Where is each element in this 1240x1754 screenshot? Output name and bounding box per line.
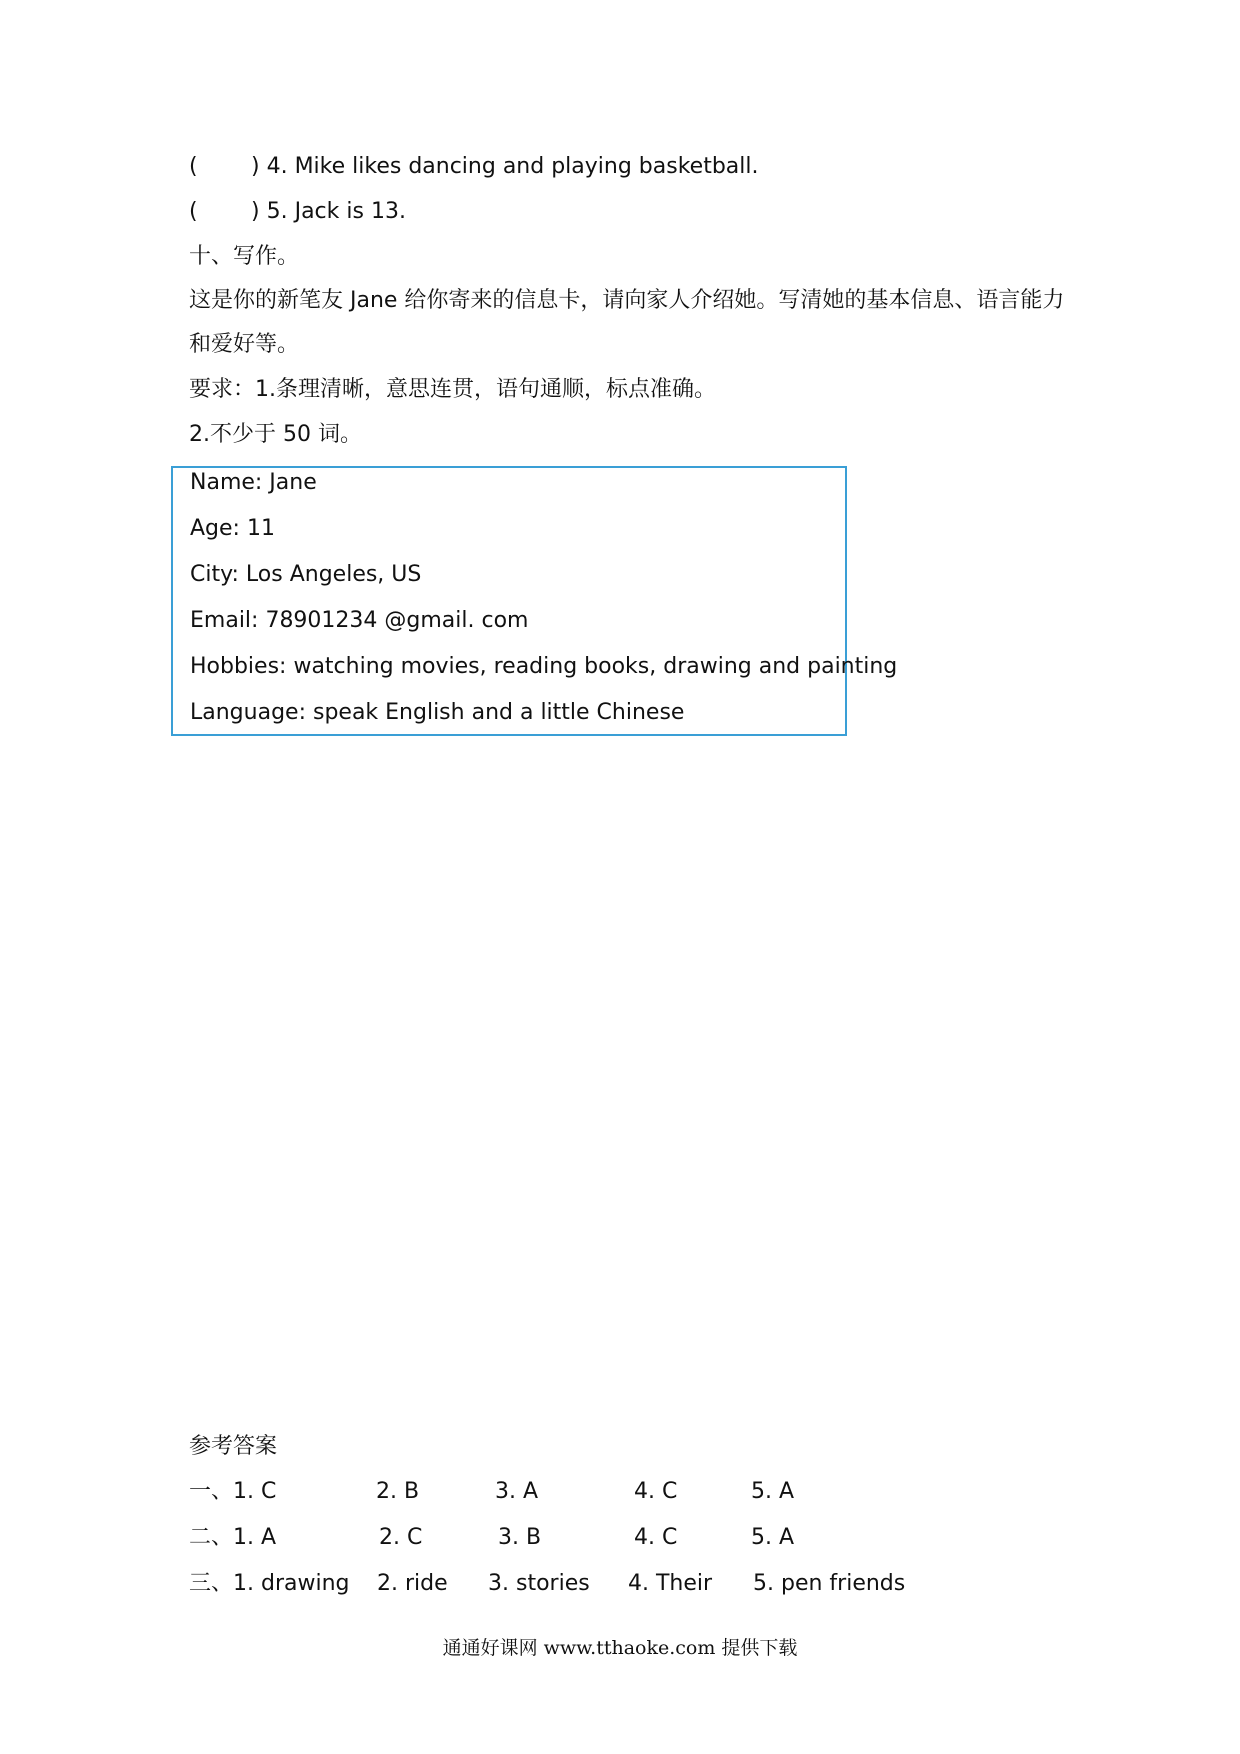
section-ten-instruction-line2: 和爱好等。 [189, 332, 300, 357]
answer-item: 4. Their [628, 1571, 713, 1596]
section-ten-requirement-line2: 2.不少于 50 词。 [189, 422, 362, 447]
answer-row-label: 二、 [189, 1525, 234, 1550]
footer-credit: 通通好课网 www.tthaoke.com 提供下载 [442, 1637, 798, 1659]
card-name: Name: Jane [190, 470, 317, 495]
paren-close: ) [251, 154, 260, 179]
answer-item: 4. C [634, 1479, 678, 1504]
answer-item: 5. A [751, 1479, 795, 1504]
answer-item: 3. B [498, 1525, 542, 1550]
answer-item: 4. C [634, 1525, 678, 1550]
judgment-item-text: 5. Jack is 13. [266, 199, 406, 224]
answer-item: 3. stories [488, 1571, 590, 1596]
judgment-item-4 [189, 152, 759, 182]
section-ten-requirement-line1: 要求：1.条理清晰，意思连贯，语句通顺，标点准确。 [189, 377, 716, 402]
card-email: Email: 78901234 @gmail. com [190, 608, 529, 633]
card-hobbies: Hobbies: watching movies, reading books, drawing and painting [190, 654, 898, 679]
section-ten-heading: 十、写作。 [189, 244, 300, 269]
info-card [171, 466, 898, 736]
answer-item: 2. C [379, 1525, 423, 1550]
answer-row-label: 三、 [189, 1571, 234, 1596]
judgment-item-text: 4. Mike likes dancing and playing basketball. [266, 154, 759, 179]
answer-item: 2. ride [377, 1571, 448, 1596]
answer-item: 3. A [495, 1479, 539, 1504]
answers-heading: 参考答案 [189, 1434, 278, 1459]
paren-open: ( [189, 154, 198, 179]
answer-item: 2. B [376, 1479, 420, 1504]
answer-item: 5. A [751, 1525, 795, 1550]
answer-item: 5. pen friends [753, 1571, 906, 1596]
card-city: City: Los Angeles, US [190, 562, 422, 587]
card-age: Age: 11 [190, 516, 275, 541]
judgment-item-5 [189, 197, 406, 227]
section-ten-instruction-line1: 这是你的新笔友 Jane 给你寄来的信息卡，请向家人介绍她。写清她的基本信息、语言能力 [189, 288, 1065, 313]
answer-item: 1. A [233, 1525, 277, 1550]
answer-row-label: 一、 [189, 1479, 234, 1504]
answer-item: 1. C [233, 1479, 277, 1504]
paren-open: ( [189, 199, 198, 224]
answer-item: 1. drawing [233, 1571, 350, 1596]
card-language: Language: speak English and a little Chinese [190, 700, 685, 725]
paren-close: ) [251, 199, 260, 224]
